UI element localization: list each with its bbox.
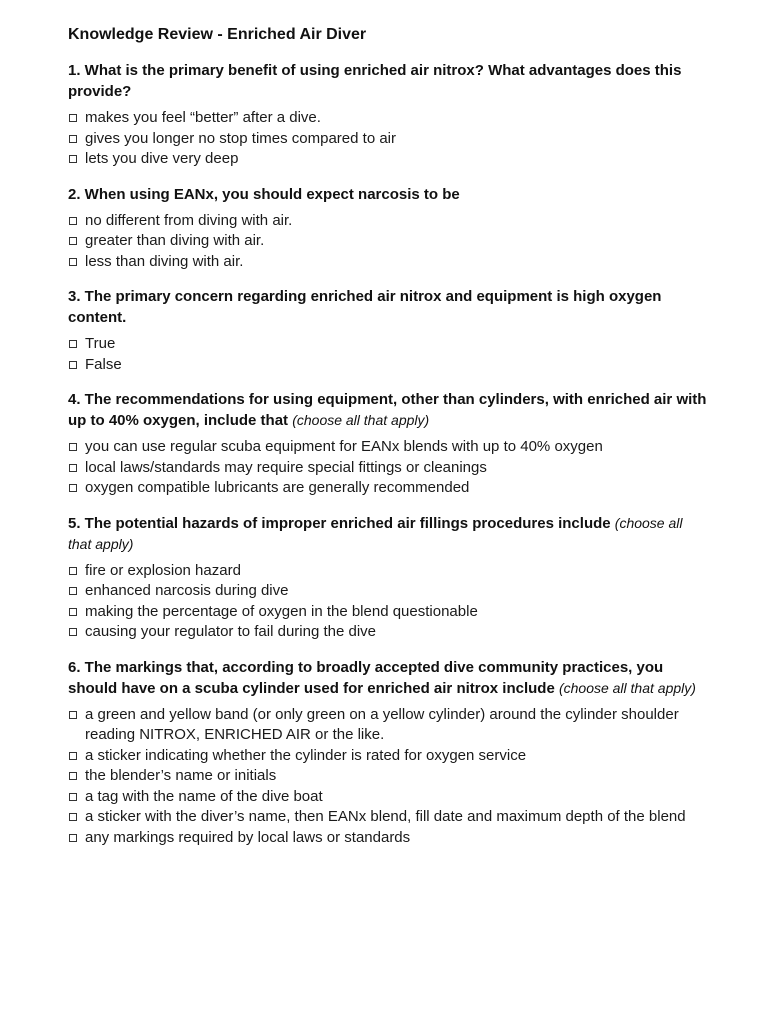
checkbox-icon[interactable] xyxy=(69,752,77,760)
option-label: a tag with the name of the dive boat xyxy=(85,787,323,805)
option-label: oxygen compatible lubricants are generally recommended xyxy=(85,479,470,496)
question-6 xyxy=(68,657,708,849)
answer-option xyxy=(68,705,708,746)
question-prompt: 5. The potential hazards of improper enriched air fillings procedures include xyxy=(68,514,615,532)
answer-option xyxy=(68,828,708,849)
document-title: Knowledge Review - Enriched Air Diver xyxy=(68,26,367,43)
answer-option xyxy=(68,108,708,129)
answer-option xyxy=(68,355,708,376)
question-prompt: 2. When using EANx, you should expect narcosis to be xyxy=(68,185,460,203)
checkbox-icon[interactable] xyxy=(69,484,77,492)
option-list xyxy=(68,211,708,273)
question-text xyxy=(68,389,708,431)
question-prompt: 1. What is the primary benefit of using enriched air nitrox? What advantages does this provide? xyxy=(68,62,682,100)
answer-option xyxy=(68,561,708,582)
question-3 xyxy=(68,286,708,375)
checkbox-icon[interactable] xyxy=(69,361,77,369)
option-label: less than diving with air. xyxy=(85,252,244,270)
answer-option xyxy=(68,252,708,273)
option-label: lets you dive very deep xyxy=(85,150,239,167)
checkbox-icon[interactable] xyxy=(69,340,77,348)
answer-option xyxy=(68,458,708,479)
answer-option xyxy=(68,231,708,252)
option-label: local laws/standards may require special fittings or cleanings xyxy=(85,458,487,476)
option-label: the blender’s name or initials xyxy=(85,767,277,784)
checkbox-icon[interactable] xyxy=(69,567,77,575)
question-text xyxy=(68,60,708,102)
question-text xyxy=(68,184,708,205)
option-label: enhanced narcosis during dive xyxy=(85,582,289,599)
option-label: no different from diving with air. xyxy=(85,211,293,229)
checkbox-icon[interactable] xyxy=(69,237,77,245)
checkbox-icon[interactable] xyxy=(69,587,77,595)
question-1 xyxy=(68,60,708,170)
checkbox-icon[interactable] xyxy=(69,258,77,266)
checkbox-icon[interactable] xyxy=(69,443,77,451)
question-4 xyxy=(68,389,708,499)
question-5 xyxy=(68,513,708,643)
question-text xyxy=(68,286,708,328)
option-list xyxy=(68,334,708,375)
question-prompt: 4. The recommendations for using equipment, other than cylinders, with enriched air with up to 40% oxygen, include that xyxy=(68,391,707,429)
option-label: fire or explosion hazard xyxy=(85,561,241,579)
answer-option xyxy=(68,437,708,458)
option-list xyxy=(68,705,708,849)
answer-option xyxy=(68,129,708,150)
option-label: making the percentage of oxygen in the blend questionable xyxy=(85,602,478,620)
answer-option xyxy=(68,581,708,602)
option-label: True xyxy=(85,335,116,352)
checkbox-icon[interactable] xyxy=(69,608,77,616)
checkbox-icon[interactable] xyxy=(69,135,77,143)
option-label: greater than diving with air. xyxy=(85,232,265,249)
answer-option xyxy=(68,478,708,499)
option-list xyxy=(68,108,708,170)
checkbox-icon[interactable] xyxy=(69,772,77,780)
answer-option xyxy=(68,334,708,355)
option-label: you can use regular scuba equipment for EANx blends with up to 40% oxygen xyxy=(85,438,603,455)
checkbox-icon[interactable] xyxy=(69,217,77,225)
question-prompt: 3. The primary concern regarding enriched air nitrox and equipment is high oxygen content. xyxy=(68,288,662,326)
checkbox-icon[interactable] xyxy=(69,834,77,842)
checkbox-icon[interactable] xyxy=(69,155,77,163)
answer-option xyxy=(68,211,708,232)
answer-option xyxy=(68,746,708,767)
checkbox-icon[interactable] xyxy=(69,114,77,122)
question-2 xyxy=(68,184,708,273)
checkbox-icon[interactable] xyxy=(69,813,77,821)
option-label: makes you feel “better” after a dive. xyxy=(85,109,321,126)
answer-option xyxy=(68,149,708,170)
checkbox-icon[interactable] xyxy=(69,793,77,801)
answer-option xyxy=(68,766,708,787)
option-list xyxy=(68,437,708,499)
question-text xyxy=(68,657,708,699)
option-label: False xyxy=(85,355,122,373)
option-label: a sticker indicating whether the cylinder is rated for oxygen service xyxy=(85,746,527,764)
option-label: a green and yellow band (or only green on a yellow cylinder) around the cylinder shoulder reading NITROX, ENRICHED AIR or the like. xyxy=(85,705,679,743)
answer-option xyxy=(68,787,708,808)
option-label: gives you longer no stop times compared to air xyxy=(85,129,396,147)
question-instruction: (choose all that apply) xyxy=(68,514,683,552)
option-label: a sticker with the diver’s name, then EANx blend, fill date and maximum depth of the blend xyxy=(85,808,686,825)
answer-option xyxy=(68,807,708,828)
option-label: causing your regulator to fail during the dive xyxy=(85,623,377,640)
question-list xyxy=(68,60,708,848)
option-label: any markings required by local laws or standards xyxy=(85,828,411,846)
option-list xyxy=(68,561,708,643)
question-text xyxy=(68,513,708,555)
answer-option xyxy=(68,622,708,643)
answer-option xyxy=(68,602,708,623)
question-prompt: 6. The markings that, according to broadly accepted dive community practices, you should have on a scuba cylinder used for enriched air nitrox include xyxy=(68,658,664,697)
question-instruction: (choose all that apply) xyxy=(292,412,430,428)
checkbox-icon[interactable] xyxy=(69,464,77,472)
checkbox-icon[interactable] xyxy=(69,711,77,719)
question-instruction: (choose all that apply) xyxy=(558,679,696,696)
checkbox-icon[interactable] xyxy=(69,628,77,636)
